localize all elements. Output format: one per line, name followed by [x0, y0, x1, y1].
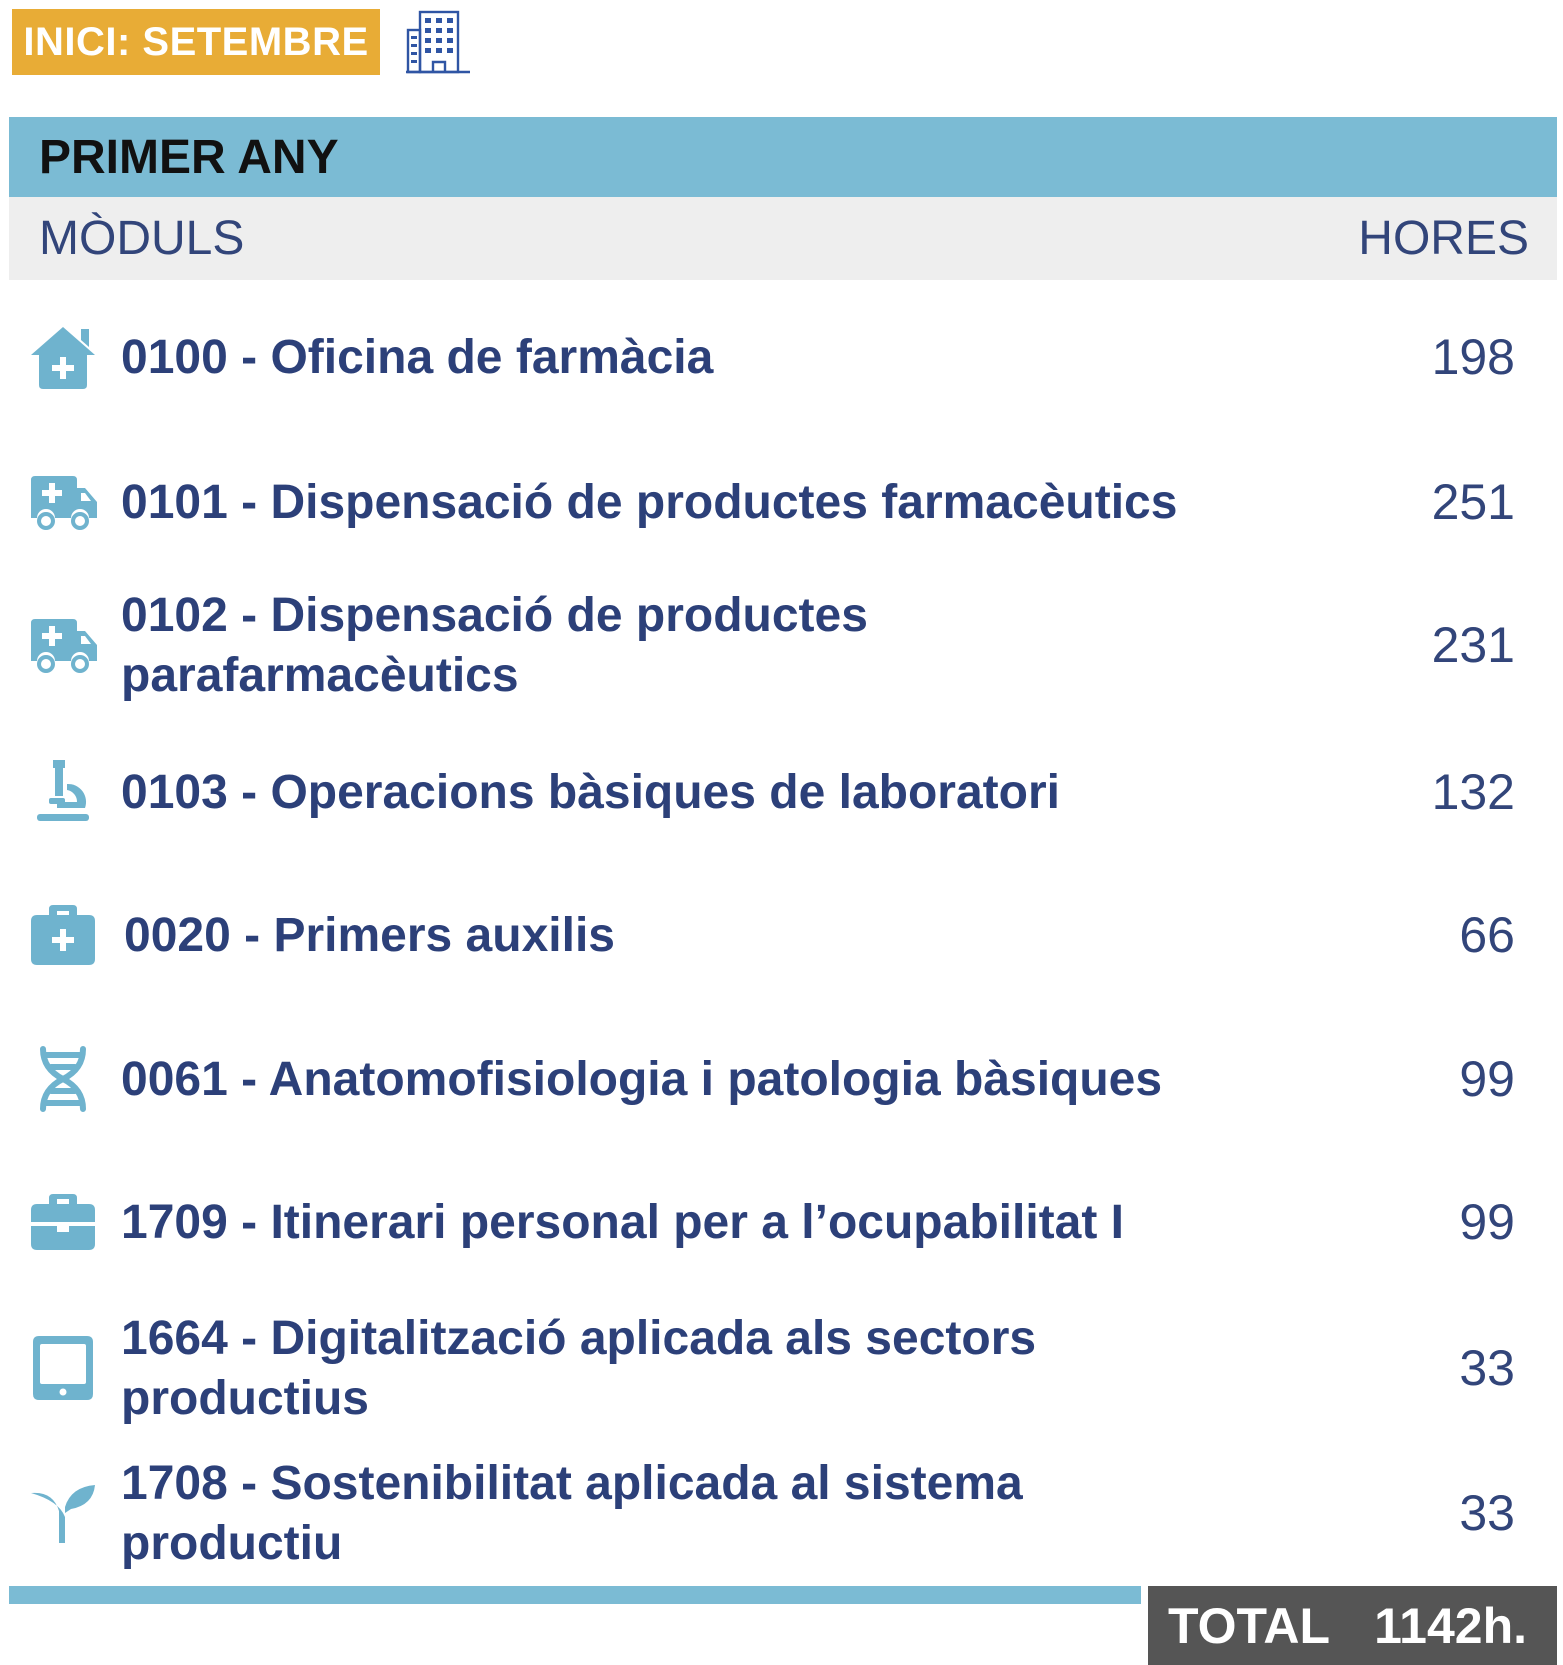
module-name: 0100 - Oficina de farmàcia	[121, 331, 714, 384]
module-name: 0101 - Dispensació de productes farmacèutics	[121, 476, 1178, 529]
house-medical-icon	[24, 318, 102, 396]
module-hours: 251	[1431, 474, 1515, 530]
seedling-icon	[24, 1474, 102, 1552]
modules-column-header: MÒDULS	[39, 212, 245, 265]
module-row	[0, 1452, 1563, 1576]
module-row	[0, 318, 1563, 398]
module-hours: 99	[1459, 1051, 1515, 1107]
divider	[9, 1586, 1141, 1604]
module-hours: 231	[1431, 617, 1515, 673]
module-row	[0, 896, 1563, 976]
module-hours: 99	[1459, 1194, 1515, 1250]
start-date-label: INICI: SETEMBRE	[23, 19, 369, 64]
module-row	[0, 463, 1563, 543]
first-aid-kit-icon	[24, 896, 102, 974]
module-name: 1664 - Digitalització aplicada als sectors productius	[121, 1312, 1037, 1425]
module-name: 0020 - Primers auxilis	[124, 909, 615, 962]
table-header	[9, 197, 1557, 280]
module-name: 0102 - Dispensació de productes parafarmacèutics	[121, 589, 868, 702]
dna-icon	[24, 1040, 102, 1118]
building-icon	[404, 8, 472, 76]
year-title: PRIMER ANY	[39, 130, 339, 184]
module-name: 0103 - Operacions bàsiques de laboratori	[121, 766, 1060, 819]
module-row	[0, 1307, 1563, 1431]
module-row	[0, 753, 1563, 833]
ambulance-icon	[24, 606, 102, 684]
module-hours: 198	[1431, 329, 1515, 385]
module-name: 0061 - Anatomofisiologia i patologia bàsiques	[121, 1053, 1163, 1106]
tablet-icon	[24, 1329, 102, 1407]
ambulance-icon	[24, 463, 102, 541]
module-row	[0, 1183, 1563, 1263]
start-date-badge	[12, 9, 380, 75]
microscope-icon	[24, 753, 102, 831]
total-value: 1142h.	[1374, 1597, 1527, 1654]
module-row	[0, 584, 1563, 708]
module-name: 1708 - Sostenibilitat aplicada al sistema productiu	[121, 1457, 1023, 1570]
module-row	[0, 1040, 1563, 1120]
module-hours: 66	[1459, 907, 1515, 963]
total-box	[1148, 1586, 1557, 1665]
module-hours: 33	[1459, 1340, 1515, 1396]
briefcase-icon	[24, 1183, 102, 1261]
total-label: TOTAL	[1168, 1597, 1331, 1654]
module-hours: 33	[1459, 1485, 1515, 1541]
year-title-bar	[9, 117, 1557, 197]
hours-column-header: HORES	[1358, 212, 1529, 265]
module-name: 1709 - Itinerari personal per a l’ocupabilitat I	[121, 1196, 1124, 1249]
module-hours: 132	[1431, 764, 1515, 820]
